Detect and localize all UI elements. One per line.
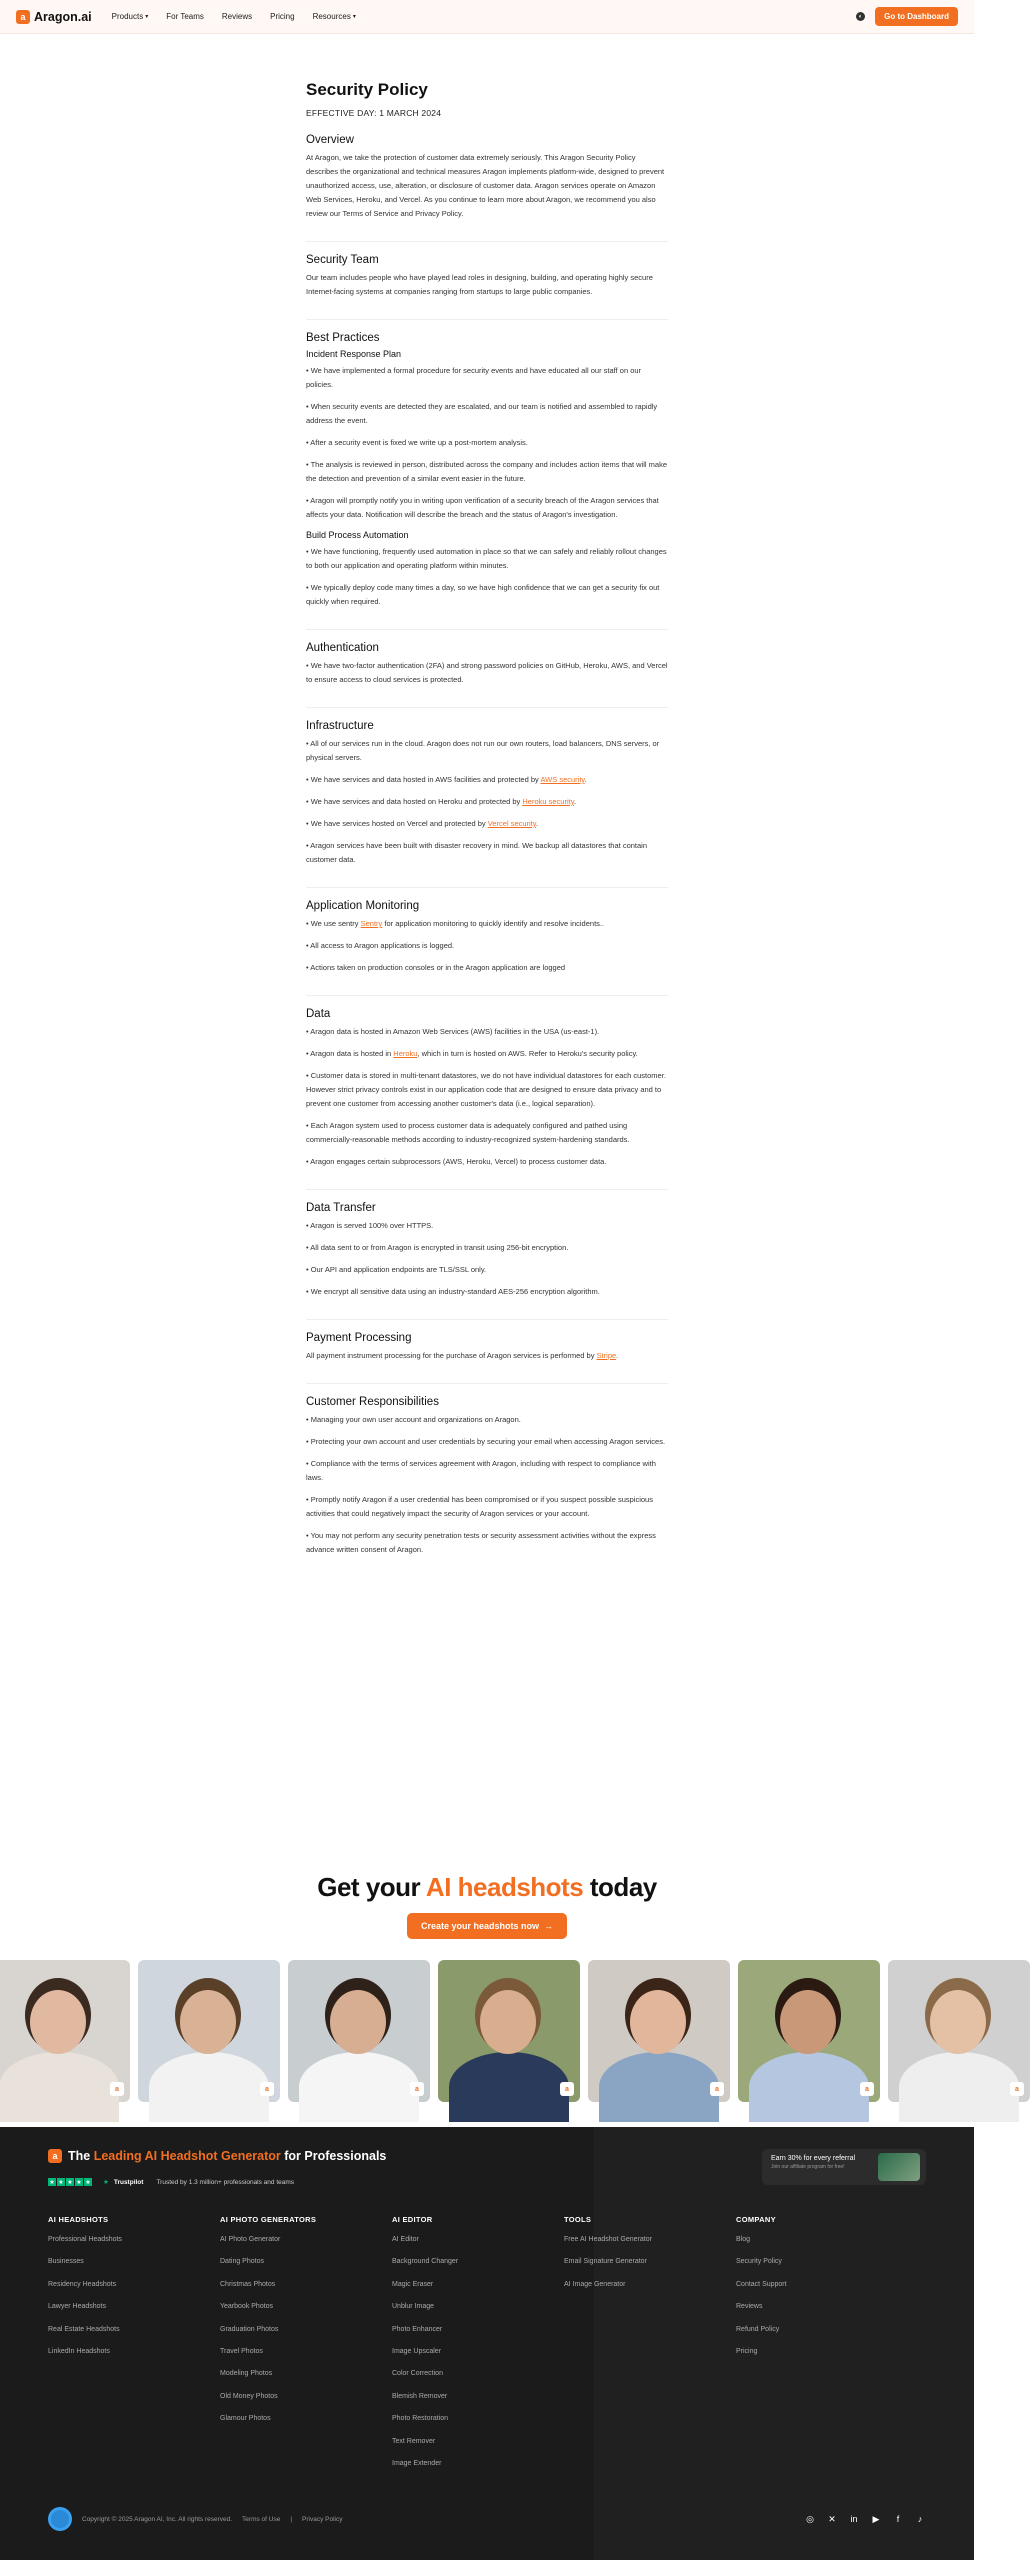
policy-paragraph: [306, 1493, 668, 1521]
paragraph-text: • Aragon is served 100% over HTTPS.: [306, 1221, 434, 1230]
policy-paragraph: [306, 1155, 668, 1169]
paragraph-text: • Aragon data is hosted in: [306, 1049, 394, 1058]
social-links: [804, 2513, 926, 2525]
footer-link[interactable]: LinkedIn Headshots: [48, 2347, 110, 2355]
cta-title-accent: AI headshots: [425, 1872, 584, 1902]
footer-link[interactable]: Security Policy: [736, 2258, 782, 2266]
headshot-body: [149, 2052, 269, 2122]
footer-bottom: [48, 2507, 926, 2531]
footer-link[interactable]: Glamour Photos: [220, 2415, 271, 2423]
policy-section-payment-processing: [306, 1332, 668, 1384]
cta-section: [0, 1872, 974, 1939]
inline-link[interactable]: Vercel security: [487, 819, 536, 828]
policy-paragraph: [306, 795, 668, 809]
policy-section-data: [306, 1008, 668, 1190]
headshot-photo: [138, 1960, 280, 2102]
inline-link[interactable]: Heroku security: [522, 797, 574, 806]
footer-title-post: for Professionals: [280, 2149, 387, 2163]
inline-link[interactable]: Heroku: [393, 1049, 418, 1058]
footer-link[interactable]: Unblur Image: [392, 2303, 435, 2311]
paragraph-text: • Aragon will promptly notify you in writing upon verification of a security breach of the Aragon services that affects your data. Notification will describe the breach and the status of Aragon's investigation.: [306, 496, 659, 519]
trustpilot-rating: [48, 2178, 294, 2186]
headshot-photo: [0, 1960, 130, 2102]
paragraph-text: • We have implemented a formal procedure for security events and have educated all our staff on our policies.: [306, 366, 642, 389]
policy-section-customer-responsibilities: [306, 1396, 668, 1577]
policy-paragraph: [306, 839, 668, 867]
nav-label: Pricing: [270, 12, 295, 21]
section-heading: Application Monitoring: [306, 900, 420, 912]
footer-link[interactable]: Real Estate Headshots: [48, 2325, 120, 2333]
footer-column-ai-photo-generators: [220, 2215, 392, 2482]
footer-column-tools: [564, 2215, 736, 2482]
paragraph-text-after: .: [616, 1351, 619, 1360]
headshot-body: [449, 2052, 569, 2122]
cta-title: [0, 1872, 974, 1903]
section-heading: Infrastructure: [306, 720, 374, 732]
section-heading: Customer Responsibilities: [306, 1396, 439, 1408]
policy-paragraph: [306, 494, 668, 522]
paragraph-text-after: for application monitoring to quickly identify and resolve incidents..: [382, 919, 605, 928]
footer-column-heading: AI EDITOR: [392, 2215, 433, 2224]
footer-logo-icon: a: [48, 2149, 62, 2163]
policy-paragraph: [306, 1241, 668, 1255]
paragraph-text: • When security events are detected they are escalated, and our team is notified and assembled to rapidly address the event.: [306, 402, 658, 425]
footer-link[interactable]: Refund Policy: [736, 2325, 780, 2333]
policy-section-authentication: [306, 642, 668, 708]
policy-section-infrastructure: [306, 720, 668, 888]
footer-link[interactable]: Photo Restoration: [392, 2415, 449, 2423]
nav-item-products[interactable]: [112, 12, 149, 21]
paragraph-text-after: .: [573, 797, 577, 806]
footer-link[interactable]: Graduation Photos: [220, 2325, 279, 2333]
footer-column-heading: AI HEADSHOTS: [48, 2215, 109, 2224]
headshot-body: [899, 2052, 1019, 2122]
cta-title-pre: Get your: [317, 1872, 426, 1902]
nav-item-resources[interactable]: [313, 12, 356, 21]
aragon-badge-icon: a: [1010, 2082, 1024, 2096]
footer-link[interactable]: Old Money Photos: [220, 2392, 278, 2400]
aragon-badge-icon: a: [710, 2082, 724, 2096]
footer-link[interactable]: AI Image Generator: [564, 2280, 626, 2288]
paragraph-text: • We typically deploy code many times a day, so we have high confidence that we can get a security fix out quickly when required.: [306, 583, 660, 606]
policy-paragraph: [306, 271, 668, 299]
twitter-icon[interactable]: ✕: [828, 2513, 836, 2524]
footer-column-ai-editor: [392, 2215, 564, 2482]
create-headshots-button[interactable]: [407, 1913, 567, 1939]
create-headshots-label: Create your headshots now: [420, 1921, 540, 1931]
inline-link[interactable]: Stripe: [596, 1351, 617, 1360]
footer-link[interactable]: Magic Eraser: [392, 2280, 434, 2288]
tiktok-icon[interactable]: ♪: [917, 2514, 923, 2524]
subsection-heading: Build Process Automation: [306, 530, 409, 540]
paragraph-text: • We have functioning, frequently used automation in place so that we can safely and reliably rollout changes to both our application and operating platform within minutes.: [306, 547, 667, 570]
paragraph-text: • We encrypt all sensitive data using an industry-standard AES-256 encryption algorithm.: [306, 1287, 600, 1296]
footer-link[interactable]: Contact Support: [736, 2280, 787, 2288]
policy-paragraph: [306, 1529, 668, 1557]
headshot-face: [330, 1990, 386, 2054]
paragraph-text: • Aragon data is hosted in Amazon Web Services (AWS) facilities in the USA (us-east-1).: [306, 1027, 600, 1036]
headshot-face: [780, 1990, 836, 2054]
footer-link[interactable]: Travel Photos: [220, 2347, 263, 2355]
paragraph-text: • We use sentry: [306, 919, 361, 928]
section-heading: Data Transfer: [306, 1202, 376, 1214]
trustpilot-label: Trustpilot: [113, 2178, 144, 2186]
footer-title-accent: Leading AI Headshot Generator: [93, 2149, 281, 2163]
policy-section-data-transfer: [306, 1202, 668, 1320]
headshot-face: [630, 1990, 686, 2054]
paragraph-text: • We have services hosted on Vercel and protected by: [306, 819, 488, 828]
headshot-photo-strip: [0, 1960, 1030, 2102]
policy-paragraph: [306, 151, 668, 221]
headshot-face: [180, 1990, 236, 2054]
policy-paragraph: [306, 364, 668, 392]
affiliate-title: Earn 30% for every referral: [771, 2155, 856, 2162]
affiliate-image: [878, 2153, 920, 2181]
footer-link[interactable]: Reviews: [736, 2303, 763, 2311]
policy-paragraph: [306, 961, 668, 975]
trust-text: Trusted by 1.3 million+ professionals and teams: [156, 2178, 295, 2186]
footer-link[interactable]: Background Changer: [392, 2258, 459, 2266]
headshot-face: [30, 1990, 86, 2054]
policy-paragraph: [306, 939, 668, 953]
headshot-body: [749, 2052, 869, 2122]
headshot-face: [480, 1990, 536, 2054]
footer-link[interactable]: AI Photo Generator: [220, 2236, 281, 2243]
footer-link[interactable]: Image Extender: [392, 2459, 442, 2467]
policy-paragraph: [306, 1119, 668, 1147]
footer-link[interactable]: Text Remover: [392, 2437, 436, 2445]
section-heading: Data: [306, 1008, 331, 1020]
policy-paragraph: [306, 1025, 668, 1039]
policy-paragraph: [306, 1219, 668, 1233]
policy-paragraph: [306, 1435, 668, 1449]
policy-section-overview: [306, 134, 668, 242]
footer-link[interactable]: Pricing: [736, 2347, 758, 2355]
footer-link[interactable]: Modeling Photos: [220, 2370, 273, 2378]
paragraph-text: • Compliance with the terms of services agreement with Aragon, including with respect to compliance with laws.: [306, 1459, 656, 1482]
effective-date: EFFECTIVE DAY: 1 MARCH 2024: [306, 108, 442, 118]
footer-link[interactable]: Christmas Photos: [220, 2280, 276, 2288]
affiliate-subtitle: Join our affiliate program for free!: [771, 2164, 845, 2170]
policy-content: [306, 80, 668, 1589]
paragraph-text: • Promptly notify Aragon if a user credential has been compromised or if you suspect possible suspicious activities that could negatively impact the security of Aragon services or your account.: [306, 1495, 653, 1518]
footer-link[interactable]: Blog: [736, 2236, 751, 2243]
policy-paragraph: [306, 917, 668, 931]
policy-paragraph: [306, 545, 668, 573]
policy-paragraph: [306, 581, 668, 609]
aragon-badge-icon: a: [560, 2082, 574, 2096]
headshot-photo: [438, 1960, 580, 2102]
paragraph-text: At Aragon, we take the protection of customer data extremely seriously. This Aragon Security Policy describes the organizational and technical measures Aragon implements platform-wide, designed to prevent unauthorized access, use, alteration, or disclosure of customer data. Aragon services operate on Amazon Web Services, Heroku, and Vercel. As you continue to learn more about Aragon, we recommend you also review our Terms of Service and Privacy Policy.: [306, 153, 665, 218]
section-heading: Best Practices: [306, 332, 380, 344]
policy-paragraph: [306, 659, 668, 687]
paragraph-text: • Each Aragon system used to process customer data is adequately configured and pathed using commercially-reasonable methods according to industry-recognized system-hardening standards.: [306, 1121, 630, 1144]
paragraph-text: • Customer data is stored in multi-tenant datastores, we do not have individual datastores for each customer. However strict privacy controls exist in our application code that are designed to ensure data privacy and to prevent one customer from accessing another customer's data (i.e., logical separation).: [306, 1071, 666, 1108]
chevron-down-icon: ▾: [352, 14, 356, 20]
footer-link[interactable]: Blemish Remover: [392, 2392, 448, 2400]
policy-paragraph: [306, 1263, 668, 1277]
footer-link[interactable]: Businesses: [48, 2258, 84, 2266]
policy-paragraph: [306, 400, 668, 428]
paragraph-text-after: .: [584, 775, 587, 784]
inline-link[interactable]: AWS security: [540, 775, 585, 784]
paragraph-text: • Aragon engages certain subprocessors (AWS, Heroku, Vercel) to process customer data.: [306, 1157, 607, 1166]
instagram-icon[interactable]: ◎: [806, 2513, 814, 2524]
site-footer: [0, 2127, 974, 2560]
logo-text: Aragon.ai: [34, 9, 92, 24]
trustpilot-star-icon: ★: [103, 2179, 109, 2186]
footer-separator: |: [290, 2515, 293, 2523]
logo[interactable]: [16, 10, 92, 24]
paragraph-text: All payment instrument processing for the purchase of Aragon services is performed by: [306, 1351, 597, 1360]
footer-columns: [48, 2215, 908, 2482]
footer-column-ai-headshots: [48, 2215, 220, 2482]
headshot-photo: [588, 1960, 730, 2102]
headshot-body: [0, 2052, 119, 2122]
paragraph-text-after: , which in turn is hosted on AWS. Refer to Heroku's security policy.: [417, 1049, 638, 1058]
paragraph-text: • Protecting your own account and user credentials by securing your email when accessing Aragon services.: [306, 1437, 666, 1446]
paragraph-text: • The analysis is reviewed in person, distributed across the company and includes action items that will make the detection and prevention of a similar event easier in the future.: [306, 460, 667, 483]
chevron-down-icon: ▾: [145, 14, 149, 20]
footer-link[interactable]: Residency Headshots: [48, 2280, 117, 2288]
star-rating-icon: ★ ★ ★ ★ ★: [49, 2179, 91, 2186]
aragon-badge-icon: a: [860, 2082, 874, 2096]
section-heading: Payment Processing: [306, 1332, 412, 1344]
paragraph-text: • We have two-factor authentication (2FA) and strong password policies on GitHub, Heroku, AWS, and Vercel to ensure access to cloud services is protected.: [306, 661, 668, 684]
footer-link[interactable]: Dating Photos: [220, 2258, 264, 2266]
section-heading: Overview: [306, 134, 354, 146]
language-globe-icon[interactable]: ◐: [856, 12, 865, 21]
policy-paragraph: [306, 1069, 668, 1111]
headshot-photo: [888, 1960, 1030, 2102]
paragraph-text: • We have services and data hosted in AWS facilities and protected by: [306, 775, 541, 784]
nav-label: Products: [111, 12, 144, 21]
policy-section-best-practices: [306, 332, 668, 630]
facebook-icon[interactable]: f: [896, 2514, 900, 2524]
footer-column-heading: COMPANY: [736, 2215, 776, 2224]
paragraph-text: • We have services and data hosted on Heroku and protected by: [306, 797, 523, 806]
footer-link[interactable]: Photo Enhancer: [392, 2325, 443, 2333]
nav-item-reviews[interactable]: [222, 12, 252, 21]
nav-label: Reviews: [221, 12, 253, 21]
aragon-badge-icon: a: [410, 2082, 424, 2096]
policy-section-application-monitoring: [306, 900, 668, 996]
policy-paragraph: [306, 1047, 668, 1061]
section-heading: Security Team: [306, 254, 379, 266]
footer-title-pre: The: [68, 2149, 94, 2163]
footer-link[interactable]: Email Signature Generator: [564, 2258, 647, 2266]
paragraph-text: • All access to Aragon applications is logged.: [306, 941, 455, 950]
paragraph-text: • All of our services run in the cloud. Aragon does not run our own routers, load balancers, DNS servers, or physical servers.: [306, 739, 660, 762]
policy-paragraph: [306, 1457, 668, 1485]
youtube-icon[interactable]: ▶: [872, 2513, 880, 2524]
footer-link[interactable]: Lawyer Headshots: [48, 2303, 106, 2311]
footer-link[interactable]: Free AI Headshot Generator: [564, 2236, 652, 2243]
badge-icon: [48, 2507, 72, 2531]
section-heading: Authentication: [306, 642, 379, 654]
policy-paragraph: [306, 458, 668, 486]
cta-title-post: today: [583, 1872, 657, 1902]
footer-column-heading: TOOLS: [564, 2215, 592, 2224]
aragon-badge-icon: a: [110, 2082, 124, 2096]
paragraph-text: Our team includes people who have played lead roles in designing, building, and operating highly secure Internet-facing systems at companies ranging from startups to large public companies.: [306, 273, 653, 296]
headshot-body: [299, 2052, 419, 2122]
paragraph-text: • Actions taken on production consoles or in the Aragon application are logged: [306, 963, 566, 972]
policy-paragraph: [306, 1349, 668, 1363]
go-to-dashboard-button[interactable]: Go to Dashboard: [875, 7, 958, 26]
paragraph-text: • All data sent to or from Aragon is encrypted in transit using 256-bit encryption.: [306, 1243, 569, 1252]
footer-link[interactable]: AI Editor: [392, 2236, 419, 2243]
terms-link[interactable]: Terms of Use: [242, 2515, 281, 2523]
paragraph-text: • Managing your own user account and organizations on Aragon.: [306, 1415, 521, 1424]
paragraph-text-after: .: [535, 819, 539, 828]
logo-mark-icon: a: [16, 10, 30, 24]
policy-paragraph: [306, 436, 668, 450]
footer-link[interactable]: Color Correction: [392, 2370, 443, 2378]
policy-paragraph: [306, 737, 668, 765]
nav-label: Resources: [312, 12, 351, 21]
main-nav: [112, 12, 856, 21]
policy-paragraph: [306, 817, 668, 831]
nav-item-pricing[interactable]: [270, 12, 294, 21]
headshot-photo: [738, 1960, 880, 2102]
footer-link[interactable]: Image Upscaler: [392, 2347, 442, 2355]
nav-item-for-teams[interactable]: [166, 12, 204, 21]
footer-column-heading: AI PHOTO GENERATORS: [220, 2215, 317, 2224]
subsection-heading: Incident Response Plan: [306, 349, 402, 359]
privacy-link[interactable]: Privacy Policy: [302, 2515, 343, 2523]
policy-section-security-team: [306, 254, 668, 320]
footer-link[interactable]: Yearbook Photos: [220, 2303, 274, 2311]
footer-link[interactable]: Professional Headshots: [48, 2236, 122, 2243]
headshot-face: [930, 1990, 986, 2054]
headshot-body: [599, 2052, 719, 2122]
policy-paragraph: [306, 773, 668, 787]
footer-column-company: [736, 2215, 908, 2482]
nav-label: For Teams: [166, 12, 204, 21]
linkedin-icon[interactable]: in: [850, 2514, 858, 2524]
paragraph-text: • After a security event is fixed we write up a post-mortem analysis.: [306, 438, 528, 447]
paragraph-text: • Aragon services have been built with disaster recovery in mind. We backup all datastores that contain customer data.: [306, 841, 648, 864]
policy-paragraph: [306, 1285, 668, 1299]
site-header: [0, 0, 974, 34]
policy-paragraph: [306, 1413, 668, 1427]
arrow-right-icon: →: [544, 1921, 554, 1931]
affiliate-banner[interactable]: [762, 2149, 926, 2185]
paragraph-text: • You may not perform any security penetration tests or security assessment activities without the express advance written consent of Aragon.: [306, 1531, 656, 1554]
headshot-photo: [288, 1960, 430, 2102]
paragraph-text: • Our API and application endpoints are TLS/SSL only.: [306, 1265, 487, 1274]
inline-link[interactable]: Sentry: [360, 919, 383, 928]
page-title: Security Policy: [306, 80, 428, 99]
aragon-badge-icon: a: [260, 2082, 274, 2096]
copyright-text: Copyright © 2025 Aragon AI, Inc. All rights reserved.: [82, 2515, 233, 2523]
footer-title: [48, 2149, 386, 2163]
